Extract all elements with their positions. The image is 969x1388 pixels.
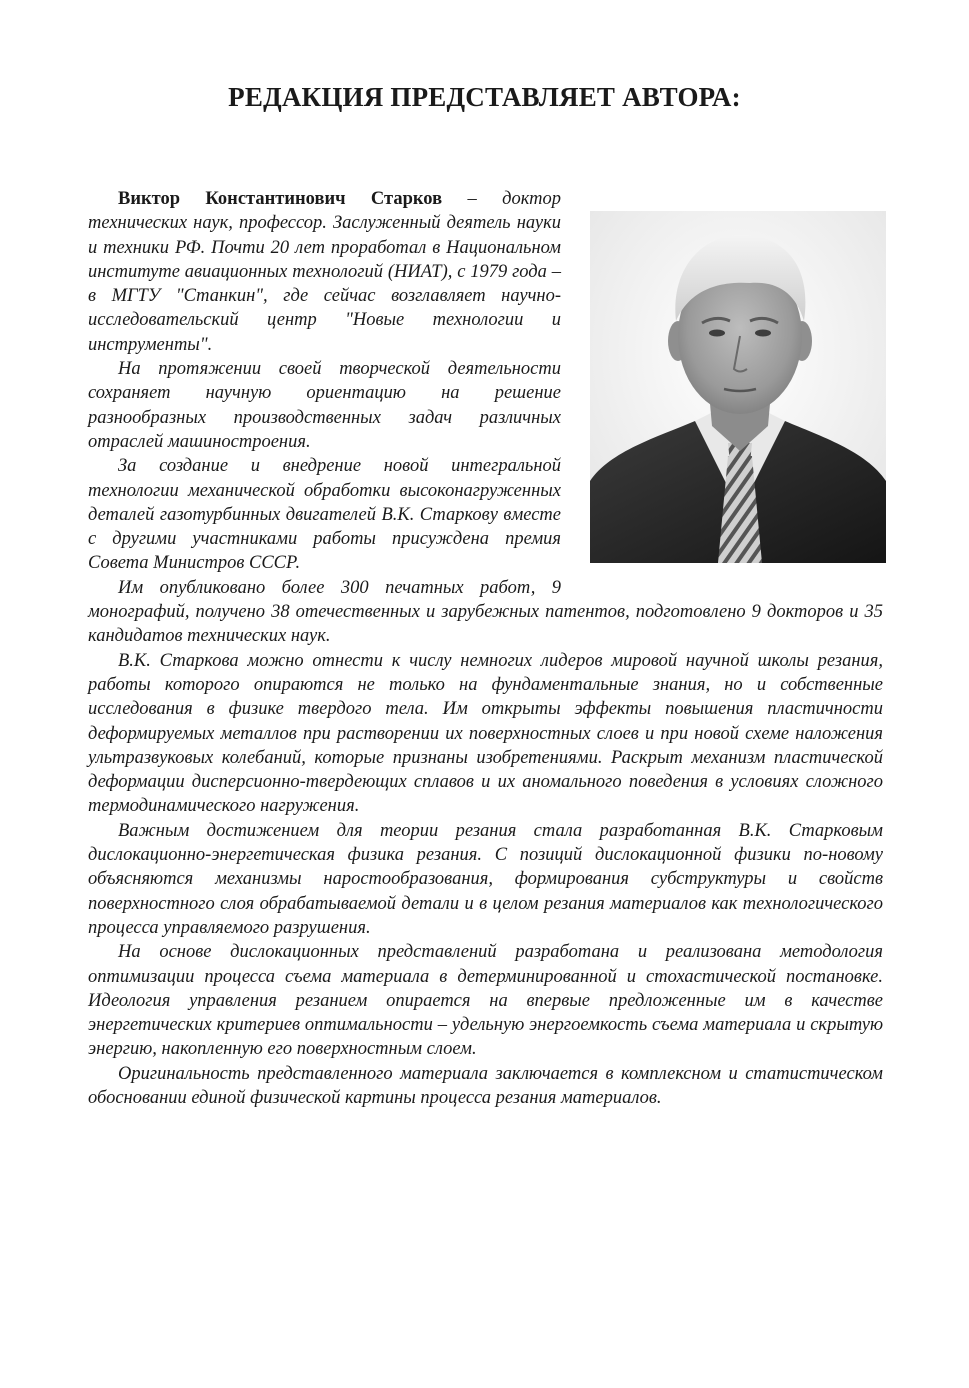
paragraph: Важным достижением для теории резания стала разработанная В.К. Старковым дислокационно-энергетическая физика резания. С позиций дислокационной физики по-новому объясняются механизмы наростообразования, формирования субструктуры и свойств поверхностного слоя обрабатываемой детали и в целом резания материалов как технологического процесса управляемого разрушения. bbox=[88, 820, 883, 938]
paragraph: На основе дислокационных представлений разработана и реализована методология оптимизации процесса съема материала в детерминированной и стохастической постановке. Идеология управления резанием опирается на впервые предложенные им в качестве энергетических критериев оптимальности – удельную энергоемкость съема материала и скрытую энергию, накопленную его поверхностным слоем. bbox=[88, 942, 883, 1060]
author-intro: – доктор технических наук, профессор. Заслуженный деятель науки и техники РФ. Почти 20 лет проработал в Национальном институте авиационных технологий (НИАТ), с 1979 года – в МГТУ "Станкин", где сейчас возглавляет научно-исследовательский центр "Новые технологии и инструменты". bbox=[88, 189, 561, 355]
biography-text bbox=[88, 187, 883, 1110]
page-title: РЕДАКЦИЯ ПРЕДСТАВЛЯЕТ АВТОРА: bbox=[228, 82, 741, 112]
paragraph: За создание и внедрение новой интегральной технологии механической обработки высоконагруженных деталей газотурбинных двигателей В.К. Старкову вместе с другими участниками работы присуждена премия Совета Министров СССР. bbox=[88, 456, 561, 574]
paragraph: Им опубликовано более 300 печатных работ, 9 монографий, получено 38 отечественных и зарубежных патентов, подготовлено 9 докторов и 35 кандидатов технических наук. bbox=[88, 577, 883, 647]
author-name: Виктор Константинович Старков bbox=[118, 189, 443, 209]
paragraph: В.К. Старкова можно отнести к числу немногих лидеров мировой научной школы резания, работы которого опираются не только на фундаментальные знания, но и собственные исследования в физике твердого тела. Им открыты эффекты повышения пластичности деформируемых металлов при растворении их поверхностных слоев и при новой схеме наложения ультразвуковых колебаний, которые признаны изобретениями. Раскрыт механизм пластической деформации дисперсионно-твердеющих сплавов и их аномального поведения в условиях сложного термодинамического нагружения. bbox=[88, 650, 883, 817]
paragraph: На протяжении своей творческой деятельности сохраняет научную ориентацию на решение разнообразных производственных задач различных отраслей машиностроения. bbox=[88, 359, 561, 452]
paragraph: Оригинальность представленного материала заключается в комплексном и статистическом обосновании единой физической картины процесса резания материалов. bbox=[88, 1063, 883, 1108]
